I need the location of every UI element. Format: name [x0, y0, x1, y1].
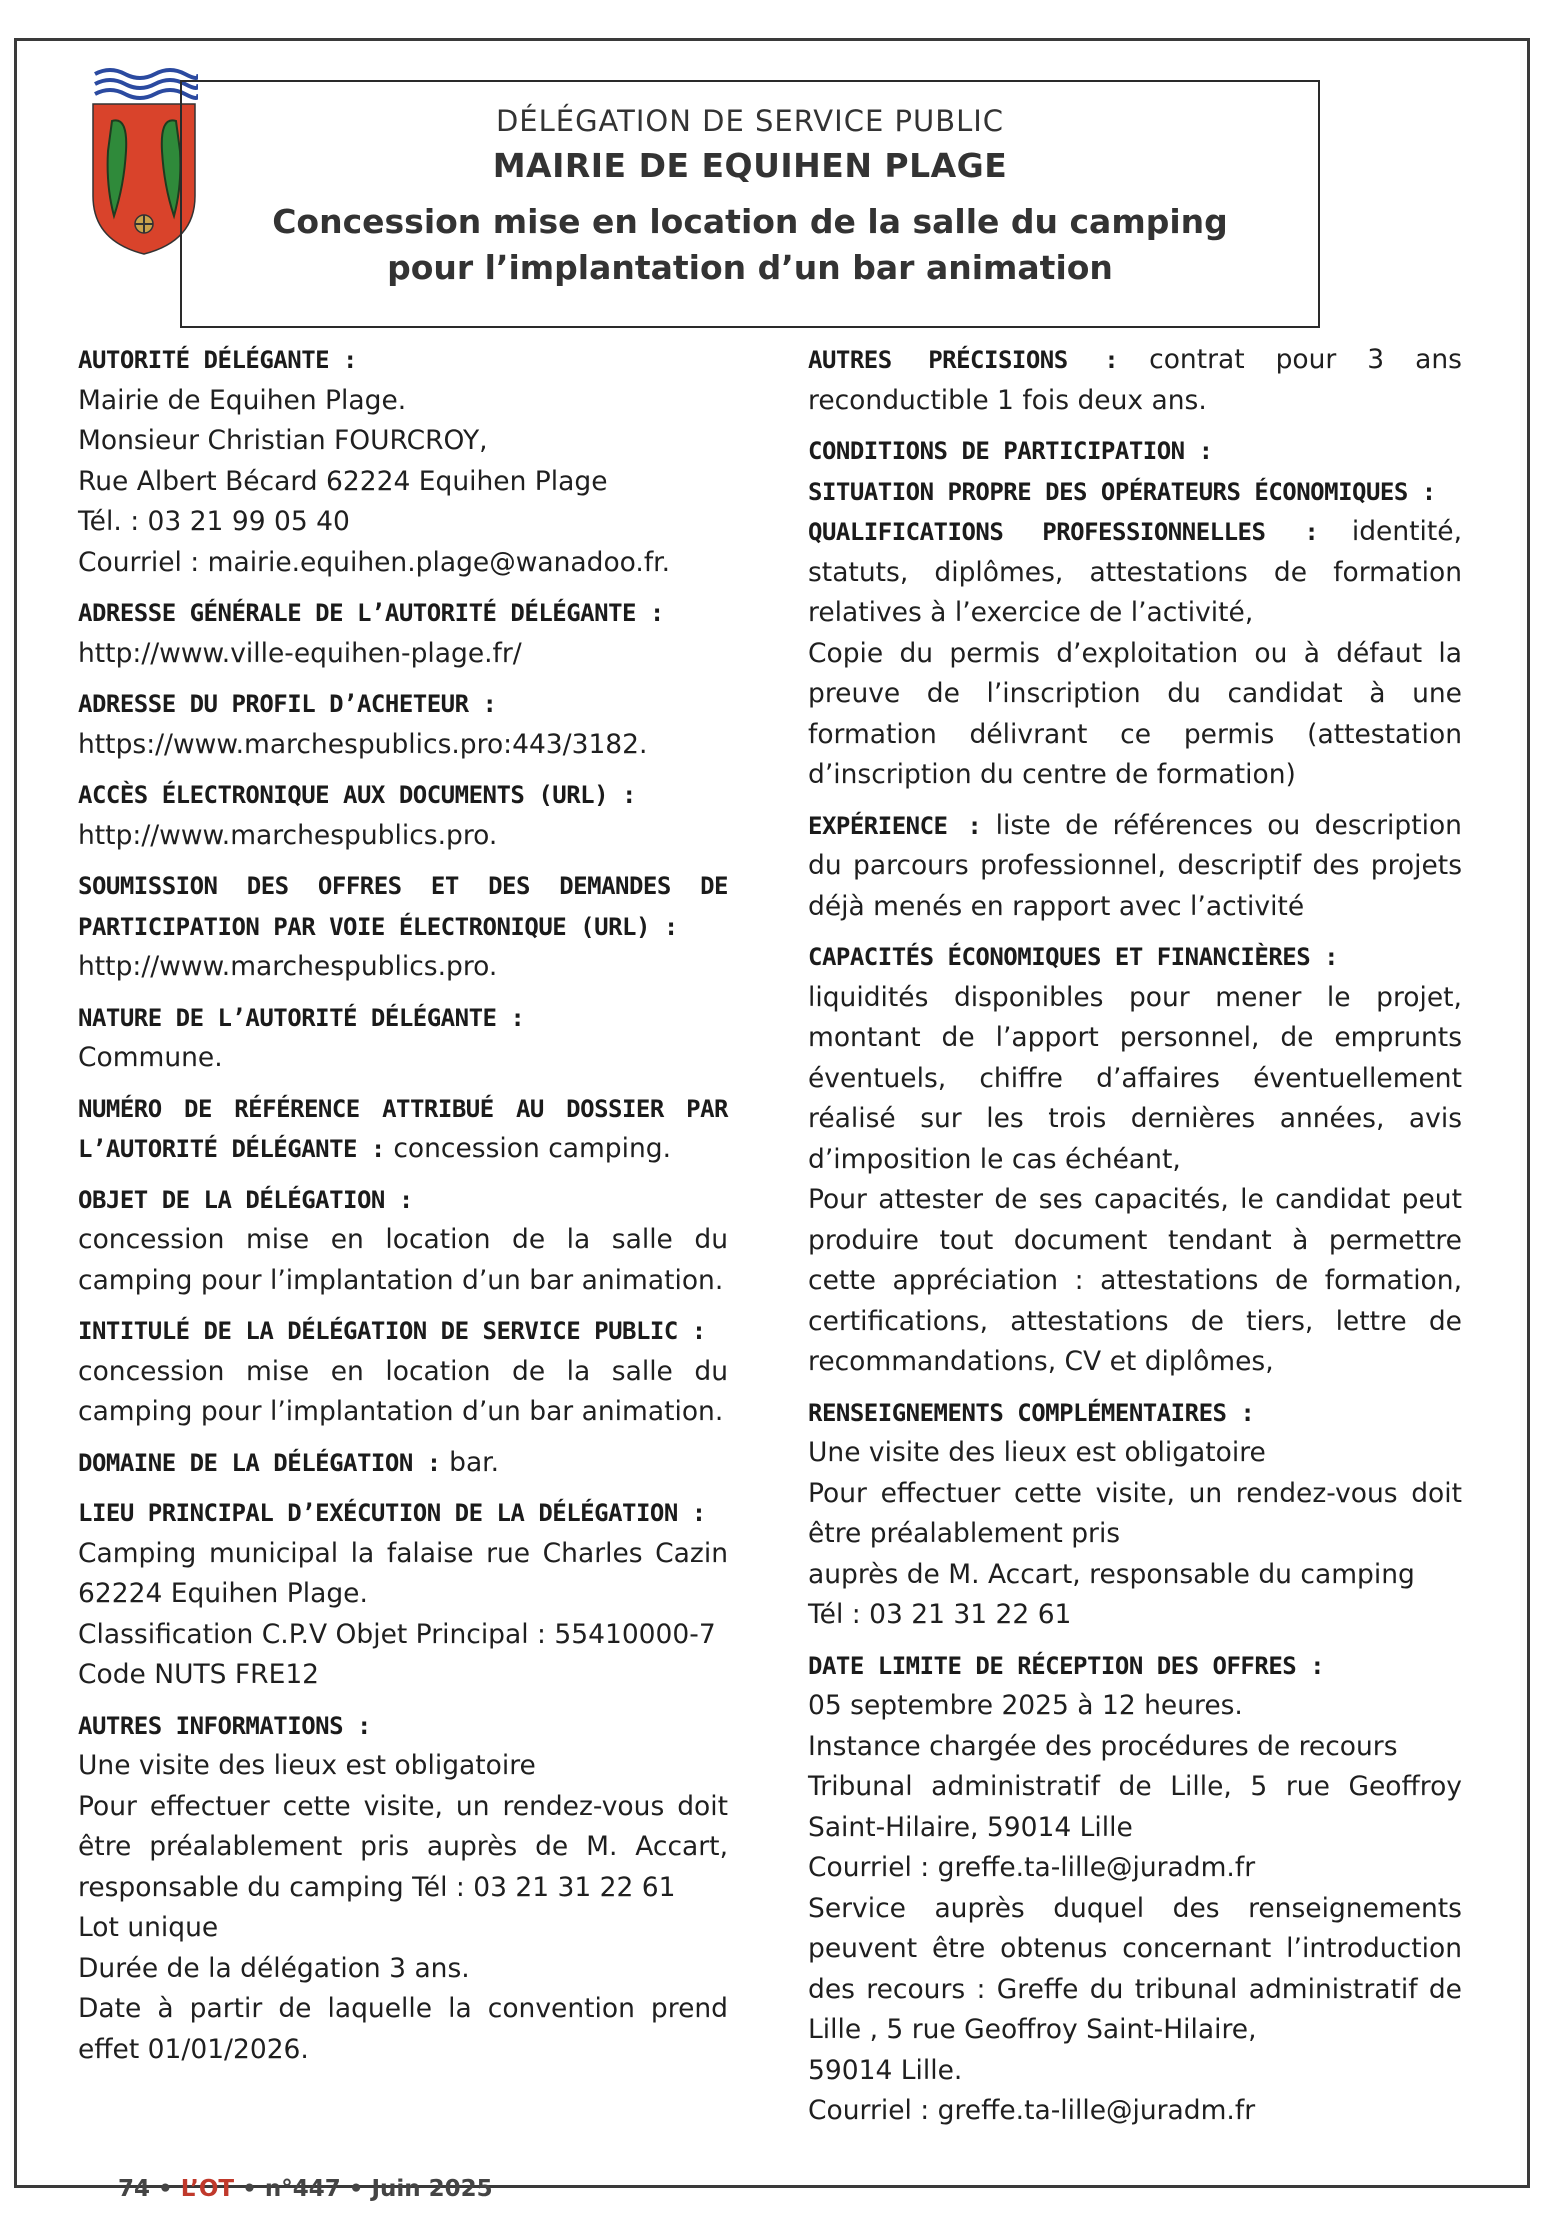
separator: •: [158, 2176, 173, 2202]
text-line: Copie du permis d’exploitation ou à défaut la preuve de l’inscription du candidat à une formation délivrant ce permis (attestation d’inscription du centre de formation): [808, 637, 1462, 790]
header-line1: DÉLÉGATION DE SERVICE PUBLIC: [495, 104, 1005, 138]
text-line: Service auprès duquel des renseignements peuvent être obtenus concernant l’introduction des recours : Greffe du tribunal administratif de Lille , 5 rue Geoffroy Saint-Hilaire,: [808, 1892, 1462, 2045]
text-line: Instance chargée des procédures de recours: [808, 1730, 1398, 1762]
value-nature: Commune.: [78, 1042, 223, 1073]
label-profil: ADRESSE DU PROFIL D’ACHETEUR :: [78, 690, 497, 718]
label-lieu: LIEU PRINCIPAL D’EXÉCUTION DE LA DÉLÉGATION :: [78, 1499, 706, 1527]
text-line: Mairie de Equihen Plage.: [78, 384, 407, 416]
text-line: Code NUTS FRE12: [78, 1659, 320, 1690]
section-acces: [78, 775, 728, 856]
header-title-line-a: Concession mise en location de la salle du camping: [272, 202, 1228, 241]
value-qualifications: identité, statuts, diplômes, attestations de formation relatives à l’exercice de l’activité,: [808, 516, 1462, 628]
value-soumission: http://www.marchespublics.pro.: [78, 951, 498, 982]
label-domaine: DOMAINE DE LA DÉLÉGATION :: [78, 1448, 441, 1477]
text-line: Courriel : greffe.ta-lille@juradm.fr: [808, 2095, 1256, 2126]
value-adresse-generale: http://www.ville-equihen-plage.fr/: [78, 637, 522, 669]
text-line: Classification C.P.V Objet Principal : 55410000-7: [78, 1618, 716, 1650]
text-line: auprès de M. Accart, responsable du camping: [808, 1558, 1415, 1590]
text-line: 59014 Lille.: [808, 2054, 963, 2086]
section-adresse-generale: [78, 593, 728, 674]
label-experience: EXPÉRIENCE :: [808, 811, 982, 840]
section-soumission: [78, 866, 728, 988]
label-numero: NUMÉRO DE RÉFÉRENCE ATTRIBUÉ AU DOSSIER PAR L’AUTORITÉ DÉLÉGANTE :: [78, 1094, 728, 1163]
separator: •: [348, 2176, 364, 2202]
issue-number: n°447: [264, 2176, 341, 2202]
section-autorite: [78, 340, 728, 583]
value-autres-precisions: contrat pour 3 ans reconductible 1 fois deux ans.: [808, 344, 1462, 416]
label-autres-infos: AUTRES INFORMATIONS :: [78, 1711, 371, 1740]
label-renseignements: RENSEIGNEMENTS COMPLÉMENTAIRES :: [808, 1398, 1255, 1427]
label-soumission: SOUMISSION DES OFFRES ET DES DEMANDES DE PARTICIPATION PAR VOIE ÉLECTRONIQUE (URL) :: [78, 872, 728, 941]
header-title-line-b: pour l’implantation d’un bar animation: [387, 248, 1113, 287]
section-conditions: [808, 431, 1462, 796]
issue-date: Juin 2025: [371, 2176, 493, 2202]
text-line: Tribunal administratif de Lille, 5 rue Geoffroy Saint-Hilaire, 59014 Lille: [808, 1771, 1462, 1843]
text-line: Courriel : greffe.ta-lille@juradm.fr: [808, 1852, 1256, 1883]
section-domaine: [78, 1443, 728, 1484]
text-line: Lot unique: [78, 1912, 219, 1943]
value-intitule: concession mise en location de la salle du camping pour l’implantation d’un bar animation.: [78, 1355, 728, 1427]
text-line: Monsieur Christian FOURCROY,: [78, 425, 488, 456]
label-autorite: AUTORITÉ DÉLÉGANTE :: [78, 346, 357, 374]
text-line: Une visite des lieux est obligatoire: [78, 1750, 536, 1781]
label-intitule: INTITULÉ DE LA DÉLÉGATION DE SERVICE PUBLIC :: [78, 1317, 706, 1345]
text-line: Courriel : mairie.equihen.plage@wanadoo.fr.: [78, 546, 671, 578]
text-line: Date à partir de laquelle la convention prend effet 01/01/2026.: [78, 1993, 728, 2065]
text-line: Pour effectuer cette visite, un rendez-vous doit être préalablement pris auprès de M. Accart, responsable du camping Tél : 03 21 31 22 61: [78, 1790, 728, 1903]
label-nature: NATURE DE L’AUTORITÉ DÉLÉGANTE :: [78, 1003, 525, 1032]
label-conditions: CONDITIONS DE PARTICIPATION :: [808, 437, 1213, 465]
value-numero: concession camping.: [393, 1133, 672, 1164]
separator: •: [242, 2176, 257, 2202]
label-autres-precisions: AUTRES PRÉCISIONS :: [808, 346, 1119, 374]
header-title: [182, 199, 1318, 291]
value-profil: https://www.marchespublics.pro:443/3182.: [78, 728, 648, 760]
text-line: Tél. : 03 21 99 05 40: [78, 506, 350, 537]
text-line: liquidités disponibles pour mener le projet, montant de l’apport personnel, de emprunts éventuels, chiffre d’affaires éventuellement réalisé sur les trois dernières années, avis d’imposition le cas échéant,: [808, 981, 1462, 1175]
header-line2: MAIRIE DE EQUIHEN PLAGE: [492, 146, 1008, 185]
label-capacites: CAPACITÉS ÉCONOMIQUES ET FINANCIÈRES :: [808, 943, 1339, 971]
section-profil: [78, 684, 728, 765]
text-line: Camping municipal la falaise rue Charles Cazin 62224 Equihen Plage.: [78, 1537, 728, 1609]
label-acces: ACCÈS ÉLECTRONIQUE AUX DOCUMENTS (URL) :: [78, 781, 636, 809]
publication-brand: L’OT: [180, 2176, 235, 2202]
right-column: [808, 340, 1462, 2142]
value-experience: liste de références ou description du parcours professionnel, descriptif des projets déjà menés en rapport avec l’activité: [808, 809, 1462, 922]
section-intitule: [78, 1311, 728, 1433]
label-adresse-generale: ADRESSE GÉNÉRALE DE L’AUTORITÉ DÉLÉGANTE :: [78, 599, 664, 627]
text-line: Pour attester de ses capacités, le candidat peut produire tout document tendant à permettre cette appréciation : attestations de formation, certifications, attestations de tiers, lettre de recommandations, CV et diplômes,: [808, 1184, 1462, 1377]
text-line: 05 septembre 2025 à 12 heures.: [808, 1690, 1243, 1721]
label-qualifications: QUALIFICATIONS PROFESSIONNELLES :: [808, 518, 1319, 546]
section-nature: [78, 998, 728, 1079]
title-box: [180, 80, 1320, 328]
page-number: 74: [118, 2176, 151, 2202]
section-capacites: [808, 937, 1462, 1383]
section-autres-infos: [78, 1706, 728, 2071]
section-renseignements: [808, 1393, 1462, 1636]
section-objet: [78, 1180, 728, 1302]
section-experience: [808, 806, 1462, 928]
section-lieu: [78, 1493, 728, 1696]
section-date-limite: [808, 1646, 1462, 2132]
left-column: [78, 340, 728, 2080]
text-line: Pour effectuer cette visite, un rendez-vous doit être préalablement pris: [808, 1477, 1462, 1549]
value-objet: concession mise en location de la salle du camping pour l’implantation d’un bar animation.: [78, 1224, 728, 1296]
label-situation: SITUATION PROPRE DES OPÉRATEURS ÉCONOMIQUES :: [808, 477, 1436, 506]
text-line: Tél : 03 21 31 22 61: [808, 1599, 1072, 1630]
label-date-limite: DATE LIMITE DE RÉCEPTION DES OFFRES :: [808, 1651, 1325, 1680]
value-domaine: bar.: [449, 1446, 500, 1478]
value-acces: http://www.marchespublics.pro.: [78, 819, 498, 851]
section-autres-precisions: [808, 340, 1462, 421]
text-line: Durée de la délégation 3 ans.: [78, 1952, 470, 1984]
text-line: Rue Albert Bécard 62224 Equihen Plage: [78, 465, 608, 497]
section-numero: [78, 1089, 728, 1170]
text-line: Une visite des lieux est obligatoire: [808, 1437, 1266, 1468]
label-objet: OBJET DE LA DÉLÉGATION :: [78, 1185, 413, 1214]
page-footer: [118, 2176, 493, 2202]
